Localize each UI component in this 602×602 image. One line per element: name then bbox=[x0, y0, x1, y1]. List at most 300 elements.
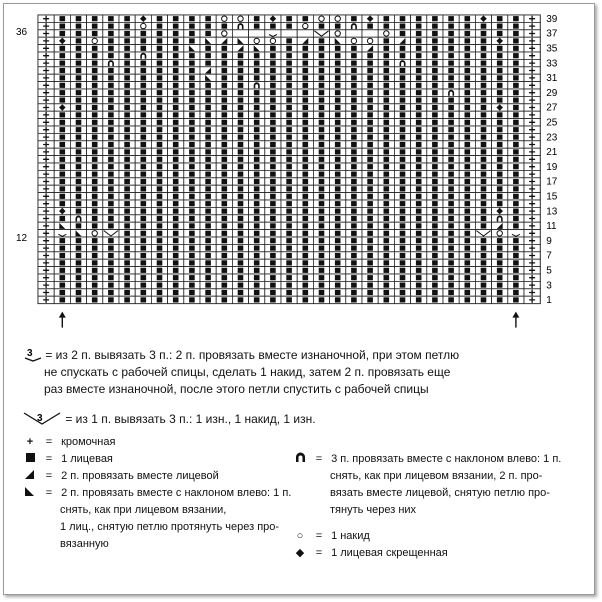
knit-stitch-icon bbox=[124, 209, 130, 214]
knit-stitch-icon bbox=[432, 53, 438, 58]
knit-stitch-icon bbox=[416, 194, 422, 199]
knit-stitch-icon bbox=[303, 194, 309, 199]
knit-stitch-icon bbox=[286, 179, 292, 184]
knit-stitch-icon bbox=[513, 164, 519, 169]
knit-stitch-icon bbox=[319, 283, 325, 288]
knit-stitch-icon bbox=[108, 275, 114, 280]
knit-stitch-icon bbox=[286, 194, 292, 199]
knit-stitch-icon bbox=[124, 68, 130, 73]
knit-stitch-icon bbox=[513, 98, 519, 103]
knit-stitch-icon bbox=[141, 90, 147, 95]
knit-stitch-icon bbox=[319, 135, 325, 140]
knit-stitch-icon bbox=[335, 253, 341, 258]
knit-stitch-icon bbox=[108, 238, 114, 243]
knit-stitch-icon bbox=[497, 164, 503, 169]
knit-stitch-icon bbox=[319, 216, 325, 221]
knit-stitch-icon bbox=[400, 120, 406, 125]
knit-stitch-icon bbox=[124, 231, 130, 236]
knit-stitch-icon bbox=[319, 246, 325, 251]
knit-stitch-icon bbox=[465, 186, 471, 191]
knit-stitch-icon bbox=[173, 105, 179, 110]
knit-stitch-icon bbox=[222, 24, 228, 29]
knit-stitch-icon bbox=[513, 216, 519, 221]
knit-stitch-icon bbox=[367, 283, 373, 288]
knit-stitch-icon bbox=[173, 142, 179, 147]
knit-stitch-icon bbox=[432, 61, 438, 66]
knit-stitch-icon bbox=[189, 83, 195, 88]
knit-stitch-icon bbox=[319, 268, 325, 273]
knit-stitch-icon bbox=[60, 157, 66, 162]
knit-stitch-icon bbox=[124, 90, 130, 95]
knit-stitch-icon bbox=[141, 142, 147, 147]
knit-stitch-icon bbox=[400, 98, 406, 103]
legend-three-from-two-line2: не спускать с рабочей спицы, сделать 1 накид, затем 2 п. провязать еще bbox=[44, 365, 451, 379]
knit-stitch-icon bbox=[222, 142, 228, 147]
knit-stitch-icon bbox=[254, 246, 260, 251]
knit-stitch-icon bbox=[384, 75, 390, 80]
knit-stitch-icon bbox=[238, 157, 244, 162]
knit-stitch-icon bbox=[335, 186, 341, 191]
knit-stitch-icon bbox=[335, 260, 341, 265]
knit-stitch-icon bbox=[108, 246, 114, 251]
knit-stitch-icon bbox=[384, 179, 390, 184]
knit-stitch-icon bbox=[270, 201, 276, 206]
knit-stitch-icon bbox=[286, 83, 292, 88]
knit-stitch-icon bbox=[205, 83, 211, 88]
chart-cell bbox=[362, 30, 378, 37]
knit-stitch-icon bbox=[384, 68, 390, 73]
knit-stitch-icon bbox=[238, 209, 244, 214]
knit-stitch-icon bbox=[76, 275, 82, 280]
arrow-head-icon bbox=[512, 312, 519, 318]
knit-stitch-icon bbox=[173, 120, 179, 125]
knit-stitch-icon bbox=[157, 223, 163, 228]
knit-stitch-icon bbox=[60, 75, 66, 80]
knit-stitch-icon bbox=[384, 186, 390, 191]
knit-stitch-icon bbox=[384, 98, 390, 103]
legend-k2tog-left-line4-wrap bbox=[60, 536, 109, 553]
knit-stitch-icon bbox=[76, 194, 82, 199]
knit-stitch-icon bbox=[448, 68, 454, 73]
knit-stitch-icon bbox=[335, 75, 341, 80]
knit-stitch-icon bbox=[60, 216, 66, 221]
row-number: 29 bbox=[546, 87, 558, 99]
knit-stitch-icon bbox=[92, 297, 98, 302]
knit-stitch-icon bbox=[222, 194, 228, 199]
knit-stitch-icon bbox=[270, 61, 276, 66]
knit-stitch-icon bbox=[222, 112, 228, 117]
knit-stitch-icon bbox=[319, 61, 325, 66]
knit-stitch-icon bbox=[448, 142, 454, 147]
knit-stitch-icon bbox=[76, 90, 82, 95]
knit-stitch-icon bbox=[108, 223, 114, 228]
knit-stitch-icon bbox=[335, 297, 341, 302]
knit-stitch-icon bbox=[141, 253, 147, 258]
knit-stitch-icon bbox=[513, 238, 519, 243]
knit-stitch-icon bbox=[270, 290, 276, 295]
legend-arch-line2: снять, как при лицевом вязании, 2 п. про- bbox=[330, 470, 543, 482]
knit-stitch-icon bbox=[416, 172, 422, 177]
knit-stitch-icon bbox=[124, 216, 130, 221]
knit-stitch-icon bbox=[400, 24, 406, 29]
knit-stitch-icon bbox=[124, 142, 130, 147]
knit-stitch-icon bbox=[497, 68, 503, 73]
knit-stitch-icon bbox=[303, 275, 309, 280]
knit-stitch-icon bbox=[497, 75, 503, 80]
knit-stitch-icon bbox=[448, 275, 454, 280]
knit-stitch-icon bbox=[465, 253, 471, 258]
knit-stitch-icon bbox=[384, 61, 390, 66]
knit-stitch-icon bbox=[108, 260, 114, 265]
knit-stitch-icon bbox=[384, 164, 390, 169]
knit-stitch-icon bbox=[238, 112, 244, 117]
chart-cell bbox=[281, 30, 297, 37]
knit-stitch-icon bbox=[367, 149, 373, 154]
knit-stitch-icon bbox=[319, 164, 325, 169]
knit-stitch-icon bbox=[222, 53, 228, 58]
knit-stitch-icon bbox=[189, 135, 195, 140]
knit-stitch-icon bbox=[60, 83, 66, 88]
knit-stitch-icon bbox=[76, 223, 82, 228]
knit-stitch-icon bbox=[141, 31, 147, 36]
knit-stitch-icon bbox=[335, 24, 341, 29]
knit-stitch-icon bbox=[189, 172, 195, 177]
knit-stitch-icon bbox=[319, 75, 325, 80]
knit-stitch-icon bbox=[270, 216, 276, 221]
knit-stitch-icon bbox=[367, 223, 373, 228]
knit-stitch-icon bbox=[270, 46, 276, 51]
knit-stitch-icon bbox=[303, 179, 309, 184]
knit-stitch-icon bbox=[465, 38, 471, 43]
knit-stitch-icon bbox=[465, 135, 471, 140]
knit-stitch-icon bbox=[384, 53, 390, 58]
knit-stitch-icon bbox=[76, 164, 82, 169]
knit-stitch-icon bbox=[448, 112, 454, 117]
knit-stitch-icon bbox=[108, 112, 114, 117]
knit-stitch-icon bbox=[497, 83, 503, 88]
knit-stitch-icon bbox=[108, 194, 114, 199]
knit-stitch-icon bbox=[238, 268, 244, 273]
knit-stitch-icon bbox=[76, 142, 82, 147]
knit-stitch-icon bbox=[416, 238, 422, 243]
legend-edge: + = кромочная bbox=[20, 434, 115, 451]
knit-stitch-icon bbox=[513, 253, 519, 258]
knit-stitch-icon bbox=[173, 83, 179, 88]
knit-stitch-icon bbox=[497, 283, 503, 288]
knit-stitch-icon bbox=[189, 16, 195, 21]
knit-stitch-icon bbox=[384, 283, 390, 288]
knit-stitch-icon bbox=[303, 201, 309, 206]
knit-stitch-icon bbox=[303, 105, 309, 110]
knit-stitch-icon bbox=[270, 127, 276, 132]
knit-stitch-icon bbox=[367, 179, 373, 184]
row-number: 37 bbox=[546, 28, 558, 40]
knit-stitch-icon bbox=[448, 149, 454, 154]
knit-stitch-icon bbox=[351, 172, 357, 177]
knit-stitch-icon bbox=[481, 75, 487, 80]
knit-stitch-icon bbox=[141, 194, 147, 199]
knit-stitch-icon bbox=[351, 149, 357, 154]
knit-stitch-icon bbox=[497, 186, 503, 191]
knit-stitch-icon bbox=[92, 179, 98, 184]
knit-stitch-icon bbox=[108, 216, 114, 221]
knit-stitch-icon bbox=[76, 75, 82, 80]
legend-arch-line4-wrap bbox=[330, 502, 416, 519]
knit-stitch-icon bbox=[384, 253, 390, 258]
knit-stitch-icon bbox=[319, 172, 325, 177]
knit-stitch-icon bbox=[303, 142, 309, 147]
knit-stitch-icon bbox=[124, 75, 130, 80]
knit-stitch-icon bbox=[76, 149, 82, 154]
three-from-one-icon bbox=[22, 410, 62, 426]
row-number: 27 bbox=[546, 102, 558, 114]
knit-stitch-icon bbox=[157, 231, 163, 236]
knit-stitch-icon bbox=[141, 135, 147, 140]
knit-stitch-icon bbox=[141, 268, 147, 273]
knit-stitch-icon bbox=[141, 290, 147, 295]
legend-three-from-two-line3: раз вместе изнаночной, после этого петли спустить с рабочей спицы bbox=[44, 382, 429, 396]
knit-stitch-icon bbox=[400, 216, 406, 221]
knit-stitch-icon bbox=[205, 31, 211, 36]
knit-stitch-icon bbox=[400, 231, 406, 236]
knit-stitch-icon bbox=[303, 164, 309, 169]
knit-stitch-icon bbox=[367, 135, 373, 140]
knit-stitch-icon bbox=[92, 16, 98, 21]
knit-stitch-icon bbox=[173, 297, 179, 302]
knit-stitch-icon bbox=[60, 61, 66, 66]
knit-stitch-icon bbox=[254, 172, 260, 177]
knit-stitch-icon bbox=[303, 98, 309, 103]
knit-stitch-icon bbox=[286, 231, 292, 236]
knit-stitch-icon bbox=[286, 149, 292, 154]
knit-stitch-icon bbox=[92, 68, 98, 73]
legend-k2tog-left-line3-wrap bbox=[60, 519, 279, 536]
knit-stitch-icon bbox=[254, 61, 260, 66]
knit-stitch-icon bbox=[173, 127, 179, 132]
knit-stitch-icon bbox=[319, 120, 325, 125]
knit-stitch-icon bbox=[141, 201, 147, 206]
knit-stitch-icon bbox=[157, 31, 163, 36]
knit-stitch-icon bbox=[141, 260, 147, 265]
knit-stitch-icon bbox=[222, 149, 228, 154]
knit-stitch-icon bbox=[254, 68, 260, 73]
knit-stitch-icon bbox=[351, 46, 357, 51]
knit-stitch-icon bbox=[222, 179, 228, 184]
knit-stitch-icon bbox=[303, 157, 309, 162]
knit-stitch-icon bbox=[108, 68, 114, 73]
legend-yo: ○ = 1 накид bbox=[290, 528, 370, 545]
knit-stitch-icon bbox=[465, 209, 471, 214]
knit-stitch-icon bbox=[222, 209, 228, 214]
legend-three-from-one-text: = из 1 п. вывязать 3 п.: 1 изн., 1 накид, 1 изн. bbox=[65, 412, 316, 426]
knit-stitch-icon bbox=[141, 246, 147, 251]
knit-stitch-icon bbox=[92, 201, 98, 206]
knit-stitch-icon bbox=[108, 24, 114, 29]
legend-k2tog-left-line3: 1 лиц., снятую петлю протянуть через про- bbox=[60, 521, 280, 533]
knit-stitch-icon bbox=[60, 98, 66, 103]
knit-stitch-icon bbox=[189, 90, 195, 95]
knit-stitch-icon bbox=[335, 275, 341, 280]
knit-stitch-icon bbox=[205, 61, 211, 66]
knit-stitch-icon bbox=[481, 112, 487, 117]
knit-stitch-icon bbox=[76, 209, 82, 214]
knit-stitch-icon bbox=[270, 194, 276, 199]
knit-stitch-icon bbox=[60, 238, 66, 243]
knit-stitch-icon bbox=[513, 53, 519, 58]
knit-stitch-icon bbox=[465, 83, 471, 88]
knit-stitch-icon bbox=[205, 135, 211, 140]
knit-stitch-icon bbox=[60, 135, 66, 140]
knit-stitch-icon bbox=[319, 209, 325, 214]
knit-stitch-icon bbox=[432, 120, 438, 125]
knit-stitch-icon bbox=[92, 120, 98, 125]
knit-stitch-icon bbox=[76, 31, 82, 36]
knit-stitch-icon bbox=[189, 164, 195, 169]
knit-stitch-icon bbox=[497, 253, 503, 258]
knit-stitch-icon bbox=[513, 120, 519, 125]
knit-stitch-icon bbox=[286, 38, 292, 43]
knit-stitch-icon bbox=[319, 90, 325, 95]
knit-stitch-icon bbox=[238, 246, 244, 251]
knit-stitch-icon bbox=[76, 186, 82, 191]
knit-stitch-icon bbox=[92, 112, 98, 117]
knit-stitch-icon bbox=[513, 38, 519, 43]
knit-stitch-icon bbox=[141, 83, 147, 88]
knit-stitch-icon bbox=[173, 90, 179, 95]
knit-stitch-icon bbox=[76, 260, 82, 265]
knit-stitch-icon bbox=[335, 164, 341, 169]
knit-stitch-icon bbox=[141, 179, 147, 184]
knit-stitch-icon bbox=[254, 223, 260, 228]
knit-stitch-icon bbox=[335, 68, 341, 73]
knit-stitch-icon bbox=[238, 142, 244, 147]
knit-stitch-icon bbox=[448, 231, 454, 236]
knit-stitch-icon bbox=[465, 246, 471, 251]
knit-stitch-icon bbox=[448, 216, 454, 221]
knit-stitch-icon bbox=[319, 253, 325, 258]
knit-stitch-icon bbox=[335, 83, 341, 88]
knit-stitch-icon bbox=[189, 216, 195, 221]
knit-stitch-icon bbox=[432, 112, 438, 117]
knit-stitch-icon bbox=[400, 135, 406, 140]
legend-knit-text: 1 лицевая bbox=[61, 453, 113, 465]
knit-stitch-icon bbox=[189, 53, 195, 58]
triangle-right-icon bbox=[20, 468, 40, 485]
knit-stitch-icon bbox=[400, 253, 406, 258]
knit-stitch-icon bbox=[92, 31, 98, 36]
knit-stitch-icon bbox=[335, 268, 341, 273]
knit-stitch-icon bbox=[303, 46, 309, 51]
knit-stitch-icon bbox=[60, 142, 66, 147]
knit-stitch-icon bbox=[416, 283, 422, 288]
knit-stitch-icon bbox=[173, 216, 179, 221]
knit-stitch-icon bbox=[60, 149, 66, 154]
legend-arch-line4: тянуть через них bbox=[330, 504, 417, 516]
knit-stitch-icon bbox=[497, 297, 503, 302]
knit-stitch-icon bbox=[416, 24, 422, 29]
knit-stitch-icon bbox=[222, 216, 228, 221]
knit-stitch-icon bbox=[367, 186, 373, 191]
knit-stitch-icon bbox=[367, 127, 373, 132]
knit-stitch-icon bbox=[465, 216, 471, 221]
knit-stitch-icon bbox=[124, 297, 130, 302]
knit-stitch-icon bbox=[481, 98, 487, 103]
knit-stitch-icon bbox=[254, 135, 260, 140]
knit-stitch-icon bbox=[205, 157, 211, 162]
knit-stitch-icon bbox=[481, 142, 487, 147]
knit-stitch-icon bbox=[319, 238, 325, 243]
knit-stitch-icon bbox=[416, 53, 422, 58]
knit-stitch-icon bbox=[76, 105, 82, 110]
knit-stitch-icon bbox=[141, 68, 147, 73]
knit-stitch-icon bbox=[432, 75, 438, 80]
knit-stitch-icon bbox=[384, 297, 390, 302]
knit-stitch-icon bbox=[400, 157, 406, 162]
knit-stitch-icon bbox=[303, 135, 309, 140]
knit-stitch-icon bbox=[205, 231, 211, 236]
knit-stitch-icon bbox=[465, 297, 471, 302]
knit-stitch-icon bbox=[92, 238, 98, 243]
knit-stitch-icon bbox=[173, 24, 179, 29]
knit-stitch-icon bbox=[448, 297, 454, 302]
knit-stitch-icon bbox=[189, 75, 195, 80]
knit-stitch-icon bbox=[351, 16, 357, 21]
knit-stitch-icon bbox=[157, 38, 163, 43]
knit-stitch-icon bbox=[351, 186, 357, 191]
knit-stitch-icon bbox=[384, 290, 390, 295]
knit-stitch-icon bbox=[351, 231, 357, 236]
knit-stitch-icon bbox=[448, 157, 454, 162]
knit-stitch-icon bbox=[513, 186, 519, 191]
knit-stitch-icon bbox=[254, 275, 260, 280]
knit-stitch-icon bbox=[222, 120, 228, 125]
knit-stitch-icon bbox=[432, 135, 438, 140]
knit-stitch-icon bbox=[384, 275, 390, 280]
knit-stitch-icon bbox=[189, 290, 195, 295]
knit-stitch-icon bbox=[92, 216, 98, 221]
knit-stitch-icon bbox=[432, 194, 438, 199]
knit-stitch-icon bbox=[76, 16, 82, 21]
knit-stitch-icon bbox=[465, 31, 471, 36]
knit-stitch-icon bbox=[303, 90, 309, 95]
knit-stitch-icon bbox=[497, 120, 503, 125]
knit-stitch-icon bbox=[205, 216, 211, 221]
knit-stitch-icon bbox=[205, 127, 211, 132]
knit-stitch-icon bbox=[141, 164, 147, 169]
knit-stitch-icon bbox=[286, 209, 292, 214]
knit-stitch-icon bbox=[497, 275, 503, 280]
row-number: 17 bbox=[546, 176, 558, 188]
knit-stitch-icon bbox=[92, 223, 98, 228]
knit-stitch-icon bbox=[465, 142, 471, 147]
knit-stitch-icon bbox=[205, 186, 211, 191]
knit-stitch-icon bbox=[400, 105, 406, 110]
knit-stitch-icon bbox=[205, 46, 211, 51]
knit-stitch-icon bbox=[205, 24, 211, 29]
knit-stitch-icon bbox=[60, 297, 66, 302]
knit-stitch-icon bbox=[124, 164, 130, 169]
knit-stitch-icon bbox=[448, 172, 454, 177]
triangle-left-icon bbox=[20, 485, 40, 502]
knit-stitch-icon bbox=[513, 135, 519, 140]
knit-stitch-icon bbox=[254, 238, 260, 243]
knit-stitch-icon bbox=[92, 290, 98, 295]
knit-stitch-icon bbox=[76, 297, 82, 302]
knit-stitch-icon bbox=[513, 297, 519, 302]
knit-stitch-icon bbox=[189, 253, 195, 258]
knit-stitch-icon bbox=[384, 90, 390, 95]
knit-stitch-icon bbox=[497, 290, 503, 295]
